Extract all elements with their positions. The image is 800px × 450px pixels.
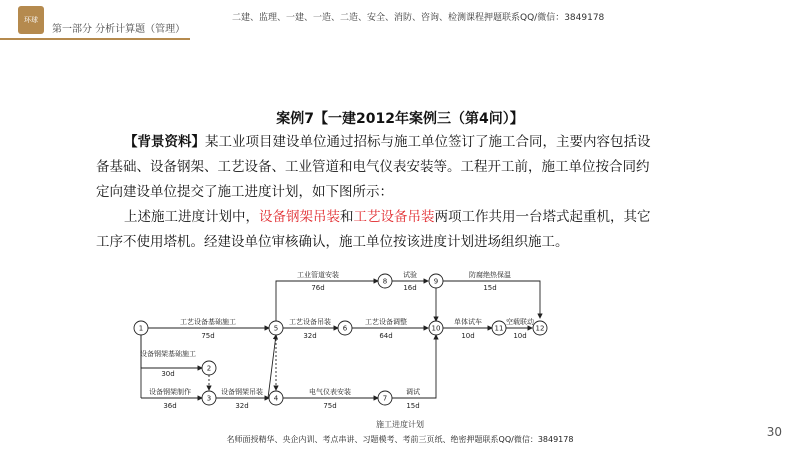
act-dur: 32d xyxy=(303,332,317,340)
diagram-caption: 施工进度计划 xyxy=(376,420,424,429)
node-11: 11 xyxy=(494,324,504,333)
act-dur: 15d xyxy=(483,284,497,292)
act-dur: 32d xyxy=(235,402,249,410)
act-name: 空载联动 xyxy=(506,318,534,326)
act-name: 电气仪表安装 xyxy=(309,388,351,396)
act-dur: 10d xyxy=(513,332,527,340)
network-diagram xyxy=(118,268,568,418)
node-8: 8 xyxy=(382,277,388,286)
act-dur: 64d xyxy=(379,332,393,340)
node-10: 10 xyxy=(431,324,441,333)
act-name: 防腐绝热保温 xyxy=(469,271,511,279)
crane-paragraph: 上述施工进度计划中，设备钢架吊装和工艺设备吊装两项工作共用一台塔式起重机，其它工序不使用塔机。经建设单位审核确认，施工单位按该进度计划进场组织施工。 xyxy=(96,209,651,250)
node-1: 1 xyxy=(138,324,144,333)
node-3: 3 xyxy=(206,394,212,403)
node-7: 7 xyxy=(382,394,388,403)
act-name: 工艺设备基础施工 xyxy=(180,318,236,326)
node-9: 9 xyxy=(433,277,439,286)
background-tag: 【背景资料】 xyxy=(124,134,205,150)
act-name: 工艺设备吊装 xyxy=(289,318,331,326)
highlight-equipment-hoisting: 工艺设备吊装 xyxy=(353,209,435,225)
act-name: 调试 xyxy=(406,388,420,396)
node-6: 6 xyxy=(342,324,348,333)
act-dur: 75d xyxy=(201,332,215,340)
act-name: 工业管道安装 xyxy=(297,271,339,279)
brand-logo: 环球 xyxy=(18,6,44,34)
top-banner: 二建、监理、一建、一造、二造、安全、消防、咨询、检测课程押题联系QQ/微信：3849178 xyxy=(232,13,605,23)
act-name: 设备钢架基础施工 xyxy=(140,350,196,358)
act-dur: 76d xyxy=(311,284,325,292)
act-dur: 10d xyxy=(461,332,475,340)
node-12: 12 xyxy=(535,324,545,333)
background-paragraph xyxy=(96,130,656,205)
page-number: 30 xyxy=(766,425,782,439)
node-4: 4 xyxy=(273,394,279,403)
act-dur: 30d xyxy=(161,370,175,378)
header-divider xyxy=(0,38,190,40)
act-dur: 16d xyxy=(403,284,417,292)
act-dur: 36d xyxy=(163,402,177,410)
act-name: 设备钢架制作 xyxy=(149,388,191,396)
arrow-5-8 xyxy=(276,281,378,322)
act-name: 设备钢架吊装 xyxy=(221,388,263,396)
footer-banner: 名师面授精华、央企内训、考点串讲、习题模考、考前三页纸、绝密押题联系QQ/微信：3849178 xyxy=(226,435,574,444)
background-text: 某工业项目建设单位通过招标与施工单位签订了施工合同，主要内容包括设备基础、设备钢架、工艺设备、工业管道和电气仪表安装等。工程开工前，施工单位按合同约定向建设单位提交了施工进度计划，如下图所示： xyxy=(96,134,651,200)
node-5: 5 xyxy=(273,324,279,333)
node-2: 2 xyxy=(206,364,212,373)
act-dur: 15d xyxy=(406,402,420,410)
highlight-steel-hoisting: 设备钢架吊装 xyxy=(259,209,340,225)
act-dur: 75d xyxy=(323,402,337,410)
case-title: 案例7【一建2012年案例三（第4问）】 xyxy=(276,111,524,127)
act-name: 单体试车 xyxy=(454,318,482,326)
act-name: 试验 xyxy=(403,271,417,279)
act-name: 工艺设备调整 xyxy=(365,318,407,326)
section-title: 第一部分 分析计算题（管理） xyxy=(52,24,186,35)
